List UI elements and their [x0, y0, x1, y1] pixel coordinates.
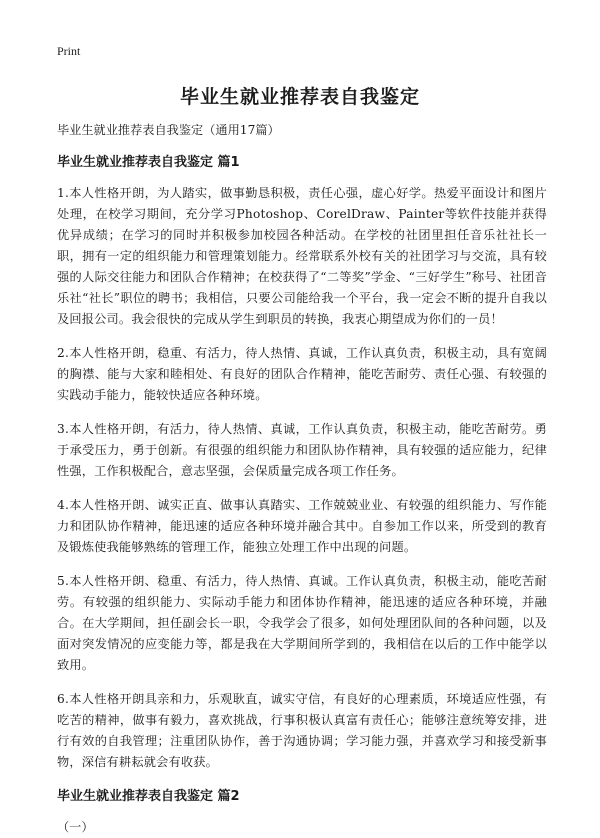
paragraph-6: 6.本人性格开朗具亲和力，乐观耿直，诚实守信，有良好的心理素质，环境适应性强，有吃苦的精神，做事有毅力，喜欢挑战，行事积极认真富有责任心；能够注意统筹安排，进行有效的自我管理；注重团队协作，善于沟通协调；学习能力强，并喜欢学习和接受新事物，深信有耕耘就会有收获。: [57, 692, 547, 769]
paragraph-3: 3.本人性格开朗，有活力，待人热情、真诚，工作认真负责，积极主动，能吃苦耐劳。勇于承受压力，勇于创新。有很强的组织能力和团队协作精神，具有较强的适应能力，纪律性强，工作积极配合，意志坚强，会保质量完成各项工作任务。: [57, 422, 547, 478]
document-body: [57, 120, 547, 838]
paragraph-4: 4.本人性格开朗、诚实正直、做事认真踏实、工作兢兢业业、有较强的组织能力、写作能力和团队协作精神，能迅速的适应各种环境并融合其中。自参加工作以来，所受到的教育及锻炼使我能够熟练的管理工作，能独立处理工作中出现的问题。: [57, 498, 547, 554]
section-heading-1: 毕业生就业推荐表自我鉴定 篇1: [57, 155, 240, 170]
paragraph-2: 2.本人性格开朗，稳重、有活力，待人热情、真诚，工作认真负责，积极主动，具有宽阔的胸襟、能与大家和睦相处、有良好的团队合作精神，能吃苦耐劳、责任心强、有较强的实践动手能力，能较快适应各种环境。: [57, 346, 547, 402]
section-heading-2: 毕业生就业推荐表自我鉴定 篇2: [57, 789, 240, 804]
list-marker: （一）: [57, 820, 94, 834]
paragraph-1: 1.本人性格开朗，为人踏实，做事勤恳积极，责任心强，虚心好学。热爱平面设计和图片处理，在校学习期间，充分学习Photoshop、CorelDraw、Painter等软件技能并获得优异成绩；在学习的同时并积极参加校园各种活动。在学校的社团里担任音乐社社长一职，拥有一定的组织能力和管理策划能力。经常联系外校有关的社团学习与交流，具有较强的人际交往能力和团队合作精神；在校获得了“二等奖”学金、“三好学生”称号、社团音乐社“社长”职位的聘书；我相信，只要公司能给我一个平台，我一定会不断的提升自我以及回报公司。我会很快的完成从学生到职员的转换，我衷心期望成为你们的一员！: [57, 186, 547, 326]
document-subtitle: 毕业生就业推荐表自我鉴定（通用17篇）: [57, 123, 280, 137]
page-title: 毕业生就业推荐表自我鉴定: [179, 86, 420, 108]
paragraph-5: 5.本人性格开朗、稳重、有活力，待人热情、真诚。工作认真负责，积极主动，能吃苦耐劳。有较强的组织能力、实际动手能力和团体协作精神，能迅速的适应各种环境，并融合。在大学期间，担任副会长一职，令我学会了很多，如何处理团队间的各种问题，以及面对突发情况的应变能力等，都是我在大学期间所学到的，我相信在以后的工作中能学以致用。: [57, 574, 547, 672]
print-link[interactable]: Print: [57, 44, 81, 58]
